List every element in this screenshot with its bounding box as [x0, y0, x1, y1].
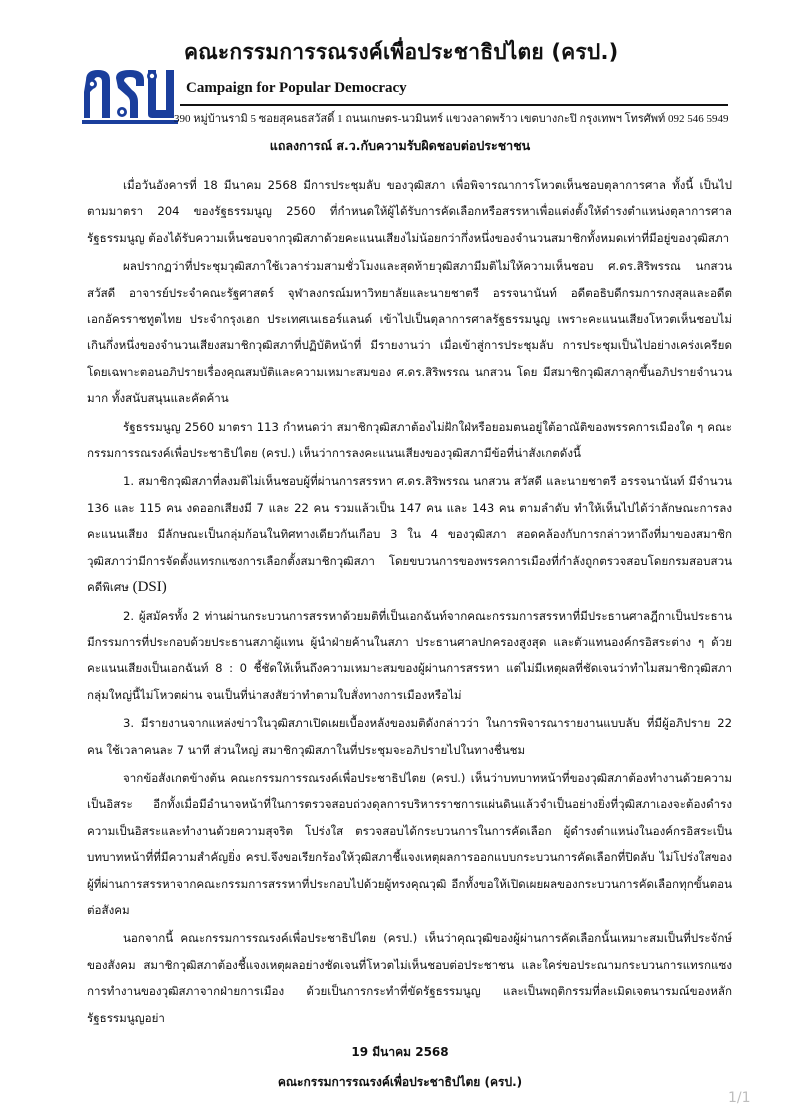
cpd-logo-icon [82, 62, 178, 124]
organization-title: คณะกรรมการรณรงค์เพื่อประชาธิปไตย (ครป.) [184, 40, 619, 64]
paragraph-final: นอกจากนี้ คณะกรรมการรณรงค์เพื่อประชาธิปไตย (ครป.) เห็นว่าคุณวุฒิของผู้ผ่านการคัดเลือกนั้นเหมาะสมเป็นที่ประจักษ์ของสังคม สมาชิกวุฒิสภาต้องชี้แจงเหตุผลอย่างชัดเจนที่โหวตไม่เห็นชอบต่อประชาชน และใคร่ขอประณามกระบวนการแทรกแซงการทำงานของวุฒิสภาจากฝ่ายการเมือง ด้วยเป็นการกระทำที่ขัดรัฐธรรมนูญ และเป็นพฤติกรรมที่ละเมิดเจตนารมณ์ของหลักรัฐธรรมนูญอย่า [87, 931, 732, 1025]
paragraph-1: เมื่อวันอังคารที่ 18 มีนาคม 2568 มีการประชุมลับ ของวุฒิสภา เพื่อพิจารณาการโหวตเห็นชอบตุลาการศาล ทั้งนี้ เป็นไปตามมาตรา 204 ของรัฐธรรมนูญ 2560 ที่กำหนดให้ผู้ได้รับการคัดเลือกหรือสรรหาเพื่อแต่งตั้งให้ดำรงตำแหน่งตุลาการศาลรัฐธรรมนูญ ต้องได้รับความเห็นชอบจากวุฒิสภาด้วยคะแนนเสียงไม่น้อยกว่ากึ่งหนึ่งของจำนวนสมาชิกทั้งหมดเท่าที่มีอยู่ของวุฒิสภา [87, 178, 732, 245]
dsi-label: (DSI) [132, 579, 167, 596]
signature-date: 19 มีนาคม 2568 [351, 1045, 449, 1059]
paragraph-conclusion: จากข้อสังเกตข้างต้น คณะกรรมการรณรงค์เพื่อประชาธิปไตย (ครป.) เห็นว่าบทบาทหน้าที่ของวุฒิสภาต้องทำงานด้วยความเป็นอิสระ อีกทั้งเมื่อมีอำนาจหน้าที่ในการตรวจสอบถ่วงดุลการบริหารราชการแผ่นดินแล้วจำเป็นอย่างยิ่งที่วุฒิสภาเองจะต้องดำรงความเป็นอิสระและทำงานด้วยความสุจริต โปร่งใส ตรวจสอบได้กระบวนการในการคัดเลือก ผู้ดำรงตำแหน่งในองค์กรอิสระเป็นบทบาทหน้าที่ที่มีความสำคัญยิ่ง ครป.จึงขอเรียกร้องให้วุฒิสภาชี้แจงเหตุผลการออกแบบกระบวนการคัดเลือกที่ปิดลับ ไม่โปร่งใสของผู้ที่ผ่านการสรรหาจากคณะกรรมการสรรหาที่ประกอบไปด้วยผู้ทรงคุณวุฒิ อีกทั้งขอให้เปิดเผยผลของกระบวนการคัดเลือกทุกขั้นตอนต่อสังคม [87, 770, 732, 917]
organization-address: 390 หมู่บ้านรามิ 5 ซอยสุคนธสวัสดิ์ 1 ถนนเกษตร-นวมินทร์ แขวงลาดพร้าว เขตบางกะปิ กรุงเทพฯ โทรศัพท์ 092 546 5949 [174, 113, 729, 125]
paragraph-2: ผลปรากฏว่าที่ประชุมวุฒิสภาใช้เวลาร่วมสามชั่วโมงและสุดท้ายวุฒิสภามีมติไม่ให้ความเห็นชอบ ศ.ดร.สิริพรรณ นกสวน สวัสดี อาจารย์ประจำคณะรัฐศาสตร์ จุฬาลงกรณ์มหาวิทยาลัยและนายชาตรี อรรจนานันท์ อดีตอธิบดีกรมการกงสุลและอดีตเอกอัครราชทูตไทย ประจำกรุงเฮก ประเทศเนเธอร์แลนด์ เข้าไปเป็นตุลาการศาลรัฐธรรมนูญ เพราะคะแนนเสียงโหวตเห็นชอบไม่เกินกึ่งหนึ่งของจำนวนเสียงสมาชิกวุฒิสภาที่ปฏิบัติหน้าที่ มีรายงานว่า เมื่อเข้าสู่การประชุมลับ การประชุมเป็นไปอย่างเคร่งเครียด โดยเฉพาะตอนอภิปรายเรื่องคุณสมบัติและความเหมาะสมของ ศ.ดร.สิริพรรณ นกสวน โดย มีสมาชิกวุฒิสภาลุกขึ้นอภิปรายจำนวนมาก ทั้งสนับสนุนและคัดค้าน [87, 259, 732, 406]
paragraph-point-2: 2. ผู้สมัครทั้ง 2 ท่านผ่านกระบวนการสรรหาด้วยมติที่เป็นเอกฉันท์จากคณะกรรมการสรรหาที่มีประธานศาลฎีกาเป็นประธาน มีกรรมการที่ประกอบด้วยประธานสภาผู้แทน ผู้นำฝ่ายค้านในสภา ประธานศาลปกครองสูงสุด และตัวแทนองค์กรอิสระต่าง ๆ ด้วยคะแนนเสียงเป็นเอกฉันท์ 8 : 0 ชี้ชัดให้เห็นถึงความเหมาะสมของผู้ผ่านการสรรหา แต่ไม่มีเหตุผลที่ชัดเจนว่าทำไมสมาชิกวุฒิสภากลุ่มใหญ่นี้ไม่โหวตผ่าน จนเป็นที่น่าสงสัยว่าทำตามใบสั่งทางการเมืองหรือไม่ [87, 608, 732, 702]
organization-subtitle: Campaign for Popular Democracy [186, 80, 407, 96]
header-divider [180, 104, 728, 106]
paragraph-point-3: 3. มีรายงานจากแหล่งข่าวในวุฒิสภาเปิดเผยเบื้องหลังของมติดังกล่าวว่า ในการพิจารณารายงานแบบลับ ที่มีผู้อภิปราย 22 คน ใช้เวลาคนละ 7 นาที ส่วนใหญ่ สมาชิกวุฒิสภาในที่ประชุมจะอภิปรายไปในทางชื่นชม [87, 716, 732, 757]
paragraph-point-1 [87, 468, 732, 600]
page-counter: 1/1 [728, 1090, 751, 1106]
point-1-text: 1. สมาชิกวุฒิสภาที่ลงมติไม่เห็นชอบผู้ที่ผ่านการสรรหา ศ.ดร.สิริพรรณ นกสวน สวัสดี และนายชาตรี อรรจนานันท์ มีจำนวน 136 และ 115 คน งดออกเสียงมี 7 และ 22 คน รวมแล้วเป็น 147 คน และ 143 คน ตามลำดับ ทำให้เห็นไปได้ว่าลักษณะการลงคะแนนเสียง มีลักษณะเป็นกลุ่มก้อนในทิศทางเดียวกันเกือบ 3 ใน 4 ของวุฒิสภา สอดคล้องกับการกล่าวหาถึงที่มาของสมาชิกวุฒิสภาว่ามีการจัดตั้งแทรกแซงการเลือกตั้งสมาชิกวุฒิสภา โดยขบวนการของพรรคการเมืองที่กำลังถูกตรวจสอบโดยกรมสอบสวนคดีพิเศษ [87, 474, 732, 595]
cpd-logo [82, 62, 178, 124]
statement-body [87, 172, 732, 1031]
statement-heading: แถลงการณ์ ส.ว.กับความรับผิดชอบต่อประชาชน [269, 138, 531, 153]
signature-organization: คณะกรรมการรณรงค์เพื่อประชาธิปไตย (ครป.) [277, 1075, 523, 1089]
paragraph-3: รัฐธรรมนูญ 2560 มาตรา 113 กำหนดว่า สมาชิกวุฒิสภาต้องไม่ฝักใฝ่หรือยอมตนอยู่ใต้อาณัติของพรรคการเมืองใด ๆ คณะกรรมการรณรงค์เพื่อประชาธิปไตย (ครป.) เห็นว่าการลงคะแนนเสียงของวุฒิสภามีข้อที่น่าสังเกตดังนี้ [87, 419, 732, 461]
